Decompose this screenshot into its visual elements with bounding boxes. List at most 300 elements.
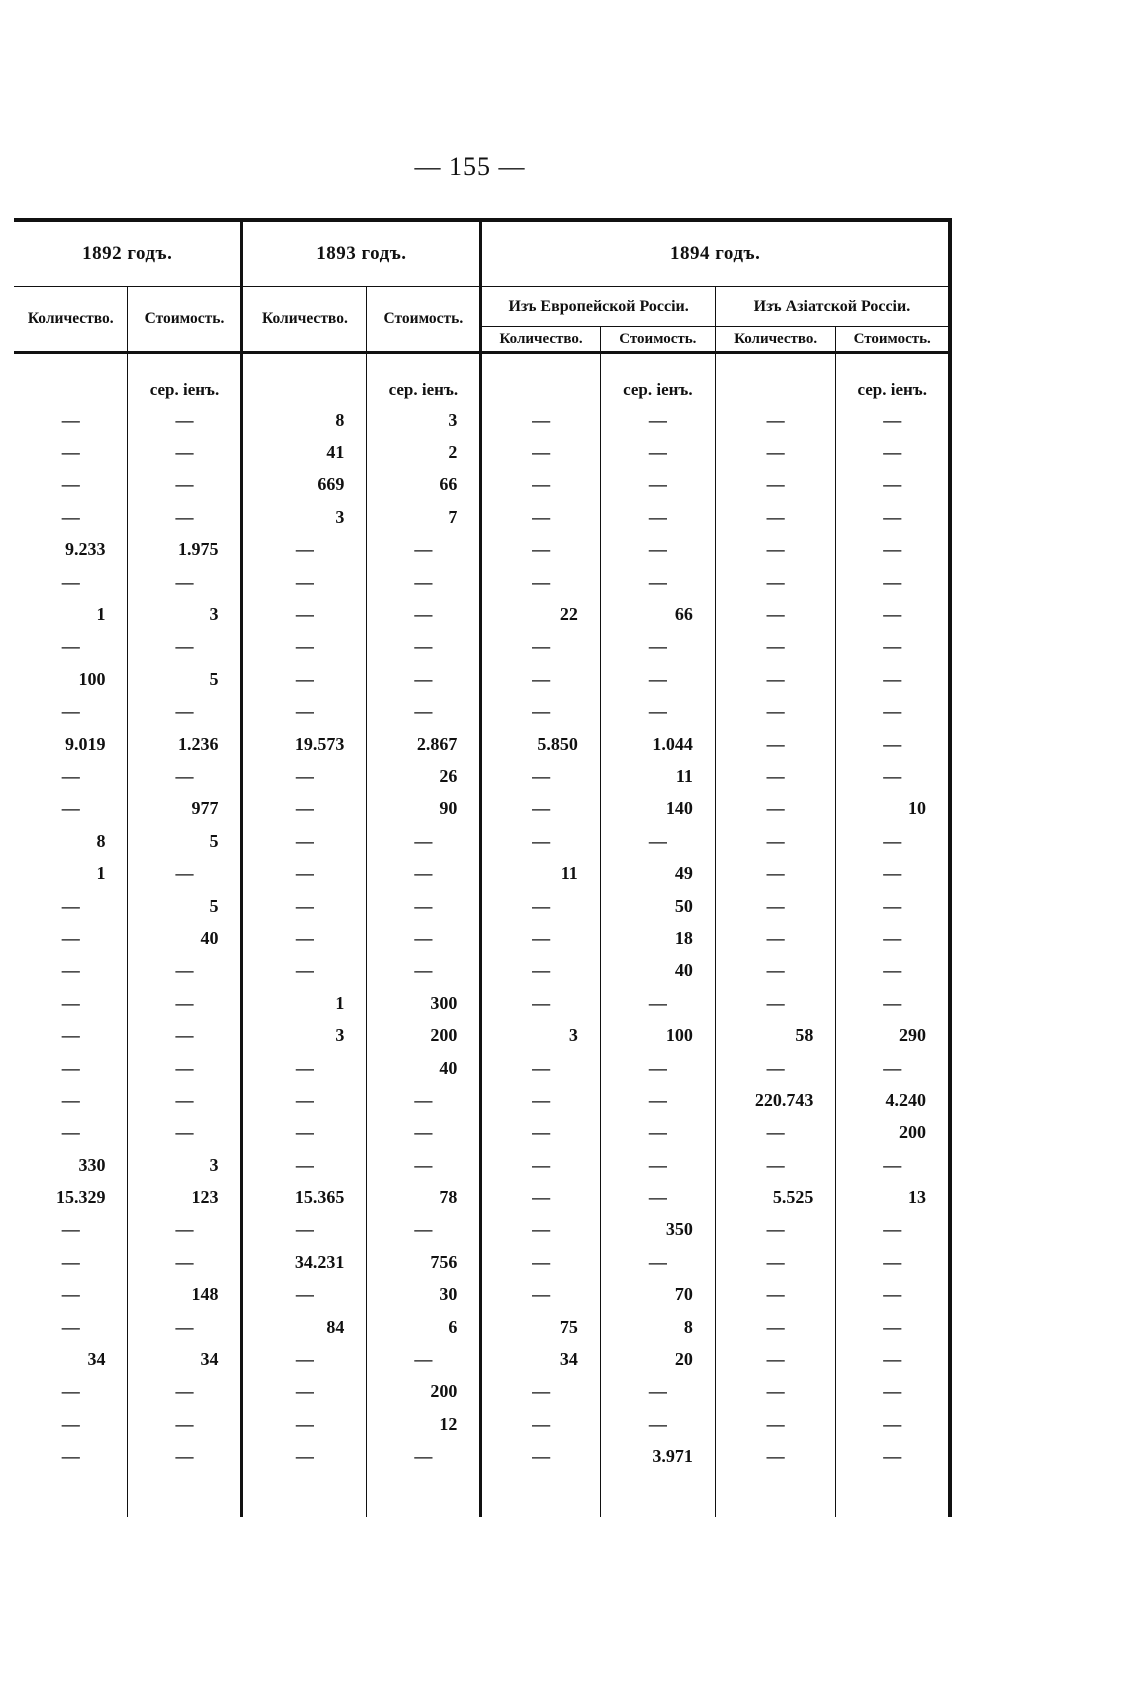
table-row	[14, 534, 950, 566]
table-cell: 34	[14, 1343, 128, 1375]
table-cell: —	[481, 1149, 600, 1181]
table-cell: —	[242, 1149, 367, 1181]
table-cell: 15.329	[14, 1181, 128, 1213]
table-cell: —	[600, 1149, 715, 1181]
table-cell: —	[836, 890, 950, 922]
table-row	[14, 501, 950, 533]
table-cell: 3	[128, 1149, 242, 1181]
table-row	[14, 1181, 950, 1213]
table-cell: —	[600, 534, 715, 566]
table-cell: 5	[128, 663, 242, 695]
table-cell: 34	[128, 1343, 242, 1375]
table-cell: —	[715, 1441, 836, 1473]
table-cell: —	[836, 631, 950, 663]
table-cell: —	[836, 857, 950, 889]
table-cell: —	[481, 987, 600, 1019]
table-cell: —	[128, 1019, 242, 1051]
units-row	[14, 353, 950, 405]
table-cell: —	[715, 1246, 836, 1278]
table-cell: —	[600, 1052, 715, 1084]
table-cell: 90	[367, 793, 481, 825]
table-cell: —	[14, 436, 128, 468]
region-asiatic-russia: Изъ Азіатской Россіи.	[715, 287, 950, 327]
table-cell: —	[836, 1343, 950, 1375]
table-cell: 3	[367, 404, 481, 436]
table-cell: —	[600, 469, 715, 501]
table-cell: —	[836, 534, 950, 566]
table-cell: 1	[14, 598, 128, 630]
table-cell: —	[128, 469, 242, 501]
table-cell: 66	[367, 469, 481, 501]
table-cell: —	[481, 534, 600, 566]
table-cell: —	[242, 1343, 367, 1375]
table-cell: 18	[600, 922, 715, 954]
table-row	[14, 760, 950, 792]
table-cell: —	[715, 469, 836, 501]
table-cell: —	[836, 1246, 950, 1278]
table-cell: —	[14, 1019, 128, 1051]
table-cell: —	[715, 436, 836, 468]
table-cell: —	[715, 534, 836, 566]
table-cell: —	[242, 598, 367, 630]
table-cell: —	[128, 1408, 242, 1440]
table-cell: —	[600, 501, 715, 533]
table-cell: —	[836, 1279, 950, 1311]
unit-label: сер. іенъ.	[600, 353, 715, 405]
table-row	[14, 1343, 950, 1375]
table-cell: —	[715, 1376, 836, 1408]
table-cell: —	[715, 566, 836, 598]
table-cell: —	[481, 1181, 600, 1213]
table-cell: —	[600, 696, 715, 728]
table-cell: —	[14, 955, 128, 987]
table-cell: 756	[367, 1246, 481, 1278]
table-cell: 5.850	[481, 728, 600, 760]
table-row	[14, 631, 950, 663]
table-cell: —	[367, 663, 481, 695]
trade-table	[14, 218, 952, 1517]
table-row	[14, 696, 950, 728]
table-cell: —	[715, 696, 836, 728]
table-cell: —	[367, 631, 481, 663]
table-cell: 70	[600, 1279, 715, 1311]
table-cell: 140	[600, 793, 715, 825]
table-cell: —	[128, 436, 242, 468]
table-cell: —	[367, 955, 481, 987]
table-cell: 330	[14, 1149, 128, 1181]
table-cell: 350	[600, 1214, 715, 1246]
page-number: — 155 —	[414, 152, 526, 181]
table-cell: 2.867	[367, 728, 481, 760]
table-cell: —	[128, 857, 242, 889]
table-cell: 977	[128, 793, 242, 825]
table-cell: —	[836, 922, 950, 954]
table-cell: —	[715, 728, 836, 760]
table-cell: 200	[367, 1019, 481, 1051]
table-cell: —	[600, 436, 715, 468]
table-cell: —	[128, 404, 242, 436]
table-cell: —	[14, 890, 128, 922]
table-cell: —	[367, 696, 481, 728]
table-cell: —	[14, 922, 128, 954]
table-cell: 669	[242, 469, 367, 501]
table-cell: —	[715, 1214, 836, 1246]
table-cell: —	[715, 1052, 836, 1084]
table-cell: —	[715, 922, 836, 954]
table-body	[14, 353, 950, 1517]
table-cell: —	[481, 1279, 600, 1311]
table-cell: 200	[367, 1376, 481, 1408]
table-cell: —	[242, 890, 367, 922]
table-cell: —	[600, 1246, 715, 1278]
region-european-russia: Изъ Европейской Россіи.	[481, 287, 716, 327]
table-cell: —	[242, 1084, 367, 1116]
table-cell: —	[14, 987, 128, 1019]
unit-label: сер. іенъ.	[128, 353, 242, 405]
table-cell: —	[367, 1084, 481, 1116]
table-cell: —	[481, 696, 600, 728]
table-cell: —	[367, 1214, 481, 1246]
table-cell: 6	[367, 1311, 481, 1343]
table-row	[14, 469, 950, 501]
year-header-1892: 1892 годъ.	[14, 220, 242, 287]
table-cell: 15.365	[242, 1181, 367, 1213]
table-cell: —	[836, 987, 950, 1019]
col-1894-eu-qty: Количество.	[481, 327, 600, 353]
table-cell: —	[128, 1084, 242, 1116]
table-cell: —	[836, 1311, 950, 1343]
table-cell: 34.231	[242, 1246, 367, 1278]
table-cell: —	[367, 1441, 481, 1473]
table-cell: 8	[14, 825, 128, 857]
table-cell: 49	[600, 857, 715, 889]
table-row	[14, 1441, 950, 1473]
table-cell: —	[836, 1441, 950, 1473]
table-cell: —	[367, 598, 481, 630]
table-cell: 75	[481, 1311, 600, 1343]
table-cell: 3	[481, 1019, 600, 1051]
table-cell: —	[600, 1084, 715, 1116]
table-cell: 200	[836, 1117, 950, 1149]
table-cell: —	[715, 598, 836, 630]
table-row	[14, 955, 950, 987]
table-cell: —	[600, 1181, 715, 1213]
table-cell: 100	[600, 1019, 715, 1051]
table-cell: 5	[128, 825, 242, 857]
table-cell: 58	[715, 1019, 836, 1051]
table-cell: —	[128, 1441, 242, 1473]
table-row	[14, 663, 950, 695]
table-cell: —	[836, 696, 950, 728]
table-cell: —	[242, 566, 367, 598]
table-cell: —	[14, 1246, 128, 1278]
table-cell: 1.044	[600, 728, 715, 760]
table-cell: —	[836, 663, 950, 695]
table-cell: 11	[600, 760, 715, 792]
table-cell: —	[715, 404, 836, 436]
table-cell: —	[242, 825, 367, 857]
table-cell: 5	[128, 890, 242, 922]
table-row	[14, 922, 950, 954]
table-row	[14, 1084, 950, 1116]
table-cell: —	[242, 1052, 367, 1084]
table-cell: 9.233	[14, 534, 128, 566]
table-cell: —	[715, 760, 836, 792]
table-cell: —	[367, 1343, 481, 1375]
table-cell: —	[715, 857, 836, 889]
table-cell: 3	[242, 1019, 367, 1051]
table-cell: —	[836, 1052, 950, 1084]
table-cell: —	[14, 1117, 128, 1149]
table-cell: —	[836, 404, 950, 436]
table-cell: —	[128, 1311, 242, 1343]
table-row	[14, 566, 950, 598]
table-cell: —	[600, 566, 715, 598]
table-cell: —	[14, 1311, 128, 1343]
table-cell: —	[481, 825, 600, 857]
table-cell: —	[128, 696, 242, 728]
table-cell: —	[242, 663, 367, 695]
table-cell: —	[14, 1441, 128, 1473]
table-cell: —	[367, 825, 481, 857]
table-row	[14, 857, 950, 889]
table-cell: —	[481, 793, 600, 825]
table-cell: 148	[128, 1279, 242, 1311]
unit-label: сер. іенъ.	[836, 353, 950, 405]
col-1892-cost: Стоимость.	[128, 287, 242, 353]
table-cell: —	[481, 1117, 600, 1149]
table-cell: 4.240	[836, 1084, 950, 1116]
table-cell: —	[836, 1149, 950, 1181]
table-cell: —	[367, 922, 481, 954]
table-cell: 40	[128, 922, 242, 954]
table-cell: —	[14, 1084, 128, 1116]
table-cell: —	[836, 469, 950, 501]
table-row	[14, 436, 950, 468]
table-row	[14, 598, 950, 630]
table-cell: 1.975	[128, 534, 242, 566]
table-cell: —	[481, 1052, 600, 1084]
table-cell: —	[242, 922, 367, 954]
table-row	[14, 1279, 950, 1311]
table-cell: 78	[367, 1181, 481, 1213]
table-cell: —	[242, 793, 367, 825]
table-cell: —	[715, 1117, 836, 1149]
table-cell: —	[600, 987, 715, 1019]
table-cell: —	[242, 1408, 367, 1440]
table-cell: 3.971	[600, 1441, 715, 1473]
table-cell: 50	[600, 890, 715, 922]
table-cell: —	[242, 631, 367, 663]
table-cell: 1	[242, 987, 367, 1019]
table-cell: 8	[242, 404, 367, 436]
table-cell: —	[715, 987, 836, 1019]
table-cell: —	[481, 663, 600, 695]
table-cell: —	[128, 631, 242, 663]
table-cell: 13	[836, 1181, 950, 1213]
table-cell: —	[242, 696, 367, 728]
table-row	[14, 890, 950, 922]
table-cell: 7	[367, 501, 481, 533]
col-1893-cost: Стоимость.	[367, 287, 481, 353]
table-cell: 5.525	[715, 1181, 836, 1213]
table-cell: —	[481, 1246, 600, 1278]
table-cell: —	[836, 760, 950, 792]
table-row	[14, 1052, 950, 1084]
table-cell: —	[367, 1117, 481, 1149]
table-cell: —	[836, 728, 950, 760]
table-cell: —	[14, 1279, 128, 1311]
year-header-1893: 1893 годъ.	[242, 220, 481, 287]
col-1894-eu-cost: Стоимость.	[600, 327, 715, 353]
table-cell: —	[14, 1052, 128, 1084]
table-row	[14, 404, 950, 436]
table-cell: 34	[481, 1343, 600, 1375]
table-row	[14, 1246, 950, 1278]
table-cell: —	[481, 760, 600, 792]
table-cell: —	[242, 1117, 367, 1149]
table-cell: —	[481, 1376, 600, 1408]
table-cell: —	[367, 857, 481, 889]
table-row	[14, 987, 950, 1019]
table-cell: —	[128, 760, 242, 792]
table-row	[14, 1214, 950, 1246]
table-cell: 2	[367, 436, 481, 468]
table-cell: —	[128, 1117, 242, 1149]
col-1892-qty: Количество.	[14, 287, 128, 353]
table-cell: —	[128, 955, 242, 987]
table-cell: —	[836, 825, 950, 857]
table-cell: —	[242, 1279, 367, 1311]
col-1894-asia-cost: Стоимость.	[836, 327, 950, 353]
table-cell: —	[715, 631, 836, 663]
table-cell: —	[14, 760, 128, 792]
table-cell: —	[481, 1408, 600, 1440]
table-cell: —	[836, 955, 950, 987]
table-cell: —	[715, 1408, 836, 1440]
unit-label: сер. іенъ.	[367, 353, 481, 405]
table-cell: 1.236	[128, 728, 242, 760]
table-cell: —	[481, 436, 600, 468]
table-cell: 41	[242, 436, 367, 468]
table-cell: —	[242, 955, 367, 987]
table-cell: 40	[367, 1052, 481, 1084]
table-spacer-row	[14, 1473, 950, 1517]
table-cell: 220.743	[715, 1084, 836, 1116]
table-cell: 40	[600, 955, 715, 987]
table-cell: —	[481, 1214, 600, 1246]
table-cell: —	[128, 566, 242, 598]
table-cell: —	[715, 501, 836, 533]
table-row	[14, 825, 950, 857]
table-cell: 66	[600, 598, 715, 630]
table-cell: 3	[128, 598, 242, 630]
table-cell: —	[14, 631, 128, 663]
table-cell: 20	[600, 1343, 715, 1375]
table-cell: —	[715, 793, 836, 825]
table-cell: —	[14, 1408, 128, 1440]
table-cell: —	[481, 1441, 600, 1473]
table-cell: —	[14, 696, 128, 728]
table-cell: —	[481, 631, 600, 663]
table-cell: —	[836, 501, 950, 533]
table-cell: —	[836, 566, 950, 598]
table-cell: 11	[481, 857, 600, 889]
table-cell: —	[14, 793, 128, 825]
table-cell: —	[481, 501, 600, 533]
table-cell: —	[14, 566, 128, 598]
table-cell: —	[600, 1117, 715, 1149]
table-cell: —	[715, 1311, 836, 1343]
table-cell: —	[836, 436, 950, 468]
table-row	[14, 1311, 950, 1343]
table-row	[14, 1019, 950, 1051]
table-cell: —	[715, 663, 836, 695]
table-cell: —	[242, 760, 367, 792]
table-row	[14, 1376, 950, 1408]
table-cell: —	[715, 1279, 836, 1311]
table-cell: —	[367, 1149, 481, 1181]
table-cell: 22	[481, 598, 600, 630]
table-row	[14, 1408, 950, 1440]
table-cell: —	[242, 534, 367, 566]
table-cell: —	[14, 469, 128, 501]
table-cell: —	[481, 566, 600, 598]
table-cell: —	[128, 501, 242, 533]
table-cell: —	[715, 1343, 836, 1375]
table-cell: —	[14, 1376, 128, 1408]
table-cell: 10	[836, 793, 950, 825]
table-cell: 123	[128, 1181, 242, 1213]
table-cell: —	[242, 857, 367, 889]
table-row	[14, 1149, 950, 1181]
table-cell: —	[367, 890, 481, 922]
table-cell: 3	[242, 501, 367, 533]
table-cell: —	[481, 404, 600, 436]
table-cell: 8	[600, 1311, 715, 1343]
table-cell: —	[367, 566, 481, 598]
table-cell: 100	[14, 663, 128, 695]
table-cell: —	[14, 1214, 128, 1246]
table-cell: —	[836, 1376, 950, 1408]
table-cell: —	[836, 1214, 950, 1246]
table-cell: —	[128, 1246, 242, 1278]
table-cell: —	[481, 1084, 600, 1116]
table-cell: —	[367, 534, 481, 566]
table-row	[14, 1117, 950, 1149]
table-cell: —	[836, 598, 950, 630]
table-cell: —	[600, 1408, 715, 1440]
table-cell: —	[242, 1376, 367, 1408]
table-cell: —	[481, 955, 600, 987]
table-cell: 26	[367, 760, 481, 792]
table-cell: —	[836, 1408, 950, 1440]
table-cell: 84	[242, 1311, 367, 1343]
col-1893-qty: Количество.	[242, 287, 367, 353]
table-cell: —	[600, 825, 715, 857]
table-cell: —	[600, 404, 715, 436]
table-cell: 19.573	[242, 728, 367, 760]
table-cell: —	[600, 631, 715, 663]
table-cell: —	[14, 404, 128, 436]
table-cell: 300	[367, 987, 481, 1019]
table-cell: —	[481, 890, 600, 922]
table-cell: —	[242, 1214, 367, 1246]
table-cell: —	[481, 469, 600, 501]
table-cell: —	[128, 1376, 242, 1408]
table-cell: —	[600, 1376, 715, 1408]
table-cell: —	[600, 663, 715, 695]
